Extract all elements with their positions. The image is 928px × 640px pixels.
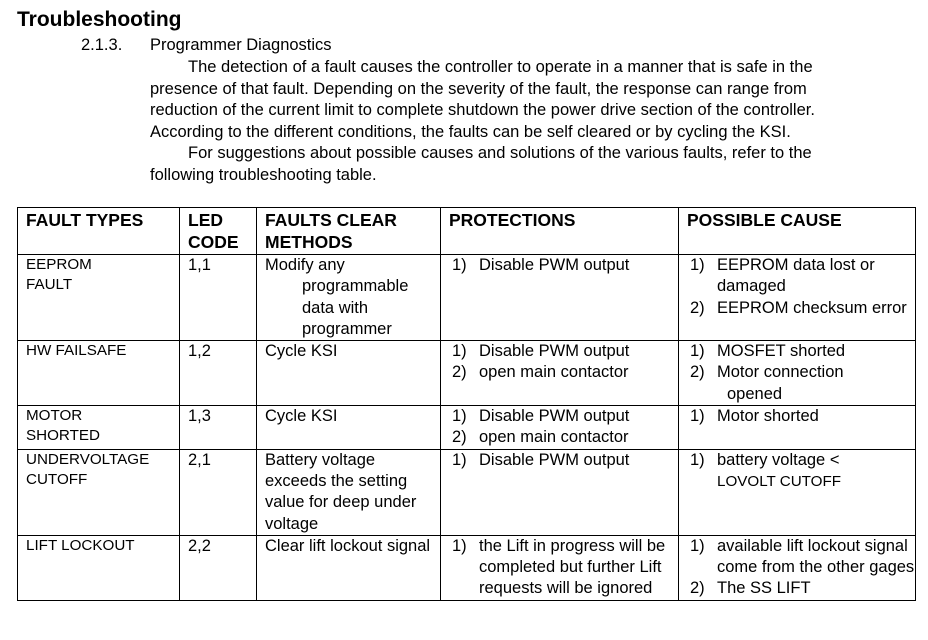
table-header-row — [18, 208, 916, 255]
table-row — [18, 255, 916, 341]
table-row — [18, 449, 916, 535]
clear-method-cell — [257, 535, 441, 600]
list-item: 2) open main contactor — [452, 428, 629, 447]
possible-cause-cell — [679, 449, 916, 535]
table-row — [18, 535, 916, 600]
paragraph-line: reduction of the current limit to complete shutdown the power drive section of the controller. — [150, 101, 815, 119]
protections-cell — [441, 255, 679, 341]
fault-type-line: EEPROM — [26, 256, 92, 273]
fault-type-line: CUTOFF — [26, 470, 88, 488]
list-item: 1) available lift lockout signal come from the other gages — [690, 536, 915, 577]
section-heading — [81, 36, 332, 55]
fault-type-cell — [18, 341, 180, 406]
list-item: 1) Disable PWM output — [452, 407, 630, 426]
led-code-cell: 2,1 — [180, 449, 257, 535]
header-led-line: LED — [188, 210, 223, 230]
header-clear-methods — [257, 208, 441, 255]
list-item: 2) open main contactor — [452, 363, 629, 382]
protections-cell — [441, 406, 679, 450]
section-title: Programmer Diagnostics — [150, 36, 332, 54]
fault-type-line: LIFT LOCKOUT — [26, 536, 135, 554]
list-item: 1) battery voltage < LOVOLT CUTOFF — [690, 450, 842, 490]
header-led-code — [180, 208, 257, 255]
header-possible-cause: POSSIBLE CAUSE — [679, 208, 916, 255]
protections-cell — [441, 449, 679, 535]
fault-type-line: FAULT — [26, 276, 73, 293]
clear-method-cell — [257, 406, 441, 450]
led-code-cell: 2,2 — [180, 535, 257, 600]
list-item: 2) Motor connection opened — [690, 363, 844, 403]
clear-method-line: Cycle KSI — [265, 407, 338, 426]
paragraph-line: According to the different conditions, the faults can be self cleared or by cycling the KSI. — [150, 122, 791, 141]
troubleshooting-table — [17, 207, 916, 601]
protections-cell — [441, 535, 679, 600]
paragraph-line: The detection of a fault causes the controller to operate in a manner that is safe in the — [188, 58, 813, 76]
clear-method-line: Modify any — [265, 256, 345, 274]
list-item: 1) EEPROM data lost or damaged — [690, 256, 875, 296]
possible-cause-cell — [679, 406, 916, 450]
clear-method-line: programmer — [302, 319, 392, 338]
header-fault-types: FAULT TYPES — [18, 208, 180, 255]
intro-paragraph — [150, 57, 910, 143]
paragraph-line: following troubleshooting table. — [150, 165, 377, 184]
paragraph-line: For suggestions about possible causes and solutions of the various faults, refer to the — [188, 144, 812, 162]
list-item: 2) EEPROM checksum error — [690, 298, 907, 317]
clear-method-line: data with — [302, 298, 369, 317]
protections-cell — [441, 341, 679, 406]
header-code-line: CODE — [188, 232, 239, 252]
list-item: 1) MOSFET shorted — [690, 342, 846, 361]
cause-continuation: opened — [727, 384, 783, 403]
fault-type-cell — [18, 255, 180, 341]
possible-cause-cell — [679, 535, 916, 600]
fault-type-line: MOTOR — [26, 407, 83, 425]
fault-type-line: UNDERVOLTAGE — [26, 450, 150, 468]
clear-method-cell — [257, 255, 441, 341]
list-item: 1) Disable PWM output — [452, 342, 630, 361]
fault-type-line: SHORTED — [26, 427, 100, 445]
header-clear-line: FAULTS CLEAR — [265, 210, 397, 230]
led-code-cell: 1,1 — [180, 255, 257, 341]
led-code-cell: 1,2 — [180, 341, 257, 406]
fault-type-cell — [18, 449, 180, 535]
list-item: 2) The SS LIFT — [690, 579, 811, 598]
clear-method-line: programmable — [302, 277, 409, 296]
header-methods-line: METHODS — [265, 232, 353, 252]
clear-method-line: Cycle KSI — [265, 342, 338, 361]
list-item: 1) Disable PWM output — [452, 256, 630, 274]
table-row — [18, 406, 916, 450]
page-title: Troubleshooting — [17, 8, 182, 31]
fault-type-cell — [18, 406, 180, 450]
header-protections: PROTECTIONS — [441, 208, 679, 255]
fault-type-cell — [18, 535, 180, 600]
table-row — [18, 341, 916, 406]
clear-method-text: Battery voltage exceeds the setting value for deep under voltage — [265, 450, 417, 533]
section-number: 2.1.3. — [81, 36, 123, 54]
list-item: 1) Motor shorted — [690, 407, 819, 426]
clear-method-text: Clear lift lockout signal — [265, 536, 431, 555]
possible-cause-cell — [679, 255, 916, 341]
clear-method-cell — [257, 341, 441, 406]
cause-continuation: LOVOLT CUTOFF — [717, 472, 842, 490]
clear-method-cell — [257, 449, 441, 535]
list-item: 1) Disable PWM output — [452, 450, 630, 469]
led-code-cell: 1,3 — [180, 406, 257, 450]
fault-type-line: HW FAILSAFE — [26, 342, 127, 360]
paragraph-line: presence of that fault. Depending on the severity of the fault, the response can range from — [150, 79, 807, 98]
possible-cause-cell — [679, 341, 916, 406]
list-item: 1) the Lift in progress will be completed but further Lift requests will be ignored — [452, 536, 666, 598]
suggestion-paragraph — [150, 143, 910, 186]
